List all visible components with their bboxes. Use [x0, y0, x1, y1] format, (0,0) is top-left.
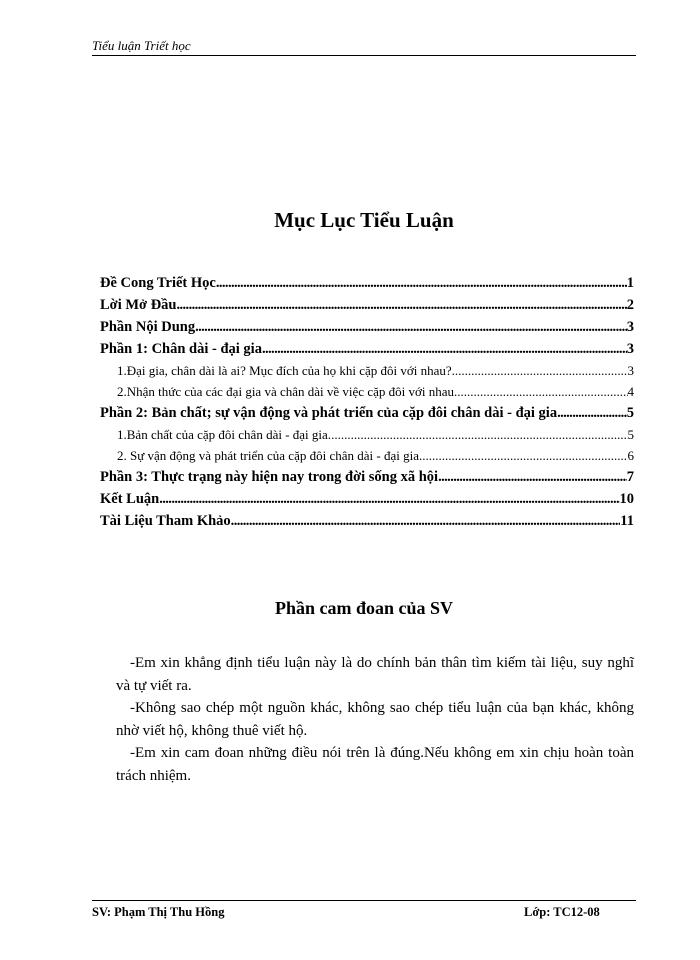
- toc-subentry[interactable]: [100, 360, 634, 381]
- table-of-contents: [100, 272, 634, 532]
- toc-entry-label: Tài Liệu Tham Khảo: [100, 513, 231, 529]
- footer-class: Lớp: TC12-08: [524, 905, 600, 919]
- toc-leader-dots: [419, 445, 628, 466]
- toc-entry-page: 3: [626, 319, 634, 335]
- toc-leader-dots: [331, 424, 627, 445]
- toc-entry-page: 5: [626, 405, 634, 421]
- toc-entry[interactable]: [100, 316, 634, 338]
- toc-entry[interactable]: [100, 488, 634, 510]
- pledge-paragraph: -Không sao chép một nguồn khác, không sao chép tiểu luận của bạn khác, không nhờ viết hộ, không thuê viết hộ.: [116, 700, 634, 739]
- toc-entry-page: 3: [627, 363, 634, 378]
- toc-leader-dots: [176, 294, 626, 316]
- toc-subentry[interactable]: [100, 445, 634, 466]
- toc-entry-page: 1: [626, 275, 634, 291]
- toc-entry-label: Phần 3: Thực trạng này hiện nay trong đời sống xã hội: [100, 469, 439, 485]
- toc-entry-page: 7: [626, 469, 634, 485]
- toc-subentry[interactable]: [100, 424, 634, 445]
- toc-entry-label: Kết Luận: [100, 491, 160, 507]
- pledge-paragraph: -Em xin khẳng định tiểu luận này là do chính bản thân tìm kiếm tài liệu, suy nghĩ và tự viết ra.: [116, 655, 634, 694]
- toc-leader-dots: [231, 510, 621, 532]
- toc-entry-page: 4: [627, 384, 634, 399]
- toc-title: Mục Lục Tiểu Luận: [274, 208, 454, 232]
- toc-entry-page: 5: [627, 427, 634, 442]
- toc-entry-page: 2: [626, 297, 634, 313]
- toc-entry-page: 3: [626, 341, 634, 357]
- toc-entry[interactable]: [100, 272, 634, 294]
- toc-entry[interactable]: [100, 466, 634, 488]
- toc-entry[interactable]: [100, 402, 634, 424]
- toc-subentry[interactable]: [100, 381, 634, 402]
- toc-leader-dots: [452, 360, 628, 381]
- toc-leader-dots: [557, 402, 627, 424]
- toc-leader-dots: [159, 488, 619, 510]
- toc-entry-label: 2. Sự vận động và phát triển của cặp đôi chân dài - đại gia: [117, 448, 419, 463]
- toc-leader-dots: [438, 466, 627, 488]
- toc-entry-page: 10: [619, 491, 634, 507]
- toc-entry-label: 2.Nhận thức của các đại gia và chân dài về việc cặp đôi với nhau.: [117, 384, 458, 399]
- toc-entry-label: 1.Bản chất của cặp đôi chân dài - đại gia.: [117, 427, 332, 442]
- pledge-paragraph: -Em xin cam đoan những điều nói trên là đúng.Nếu không em xin chịu hoàn toàn trách nhiệm.: [116, 745, 634, 784]
- footer-student-name: SV: Phạm Thị Thu Hồng: [92, 905, 225, 919]
- toc-entry[interactable]: [100, 294, 634, 316]
- toc-entry-page: 11: [620, 513, 634, 529]
- toc-leader-dots: [262, 338, 627, 360]
- toc-entry-page: 6: [627, 448, 634, 463]
- toc-entry-label: Phần 2: Bản chất; sự vận động và phát triển của cặp đôi chân dài - đại gia: [100, 405, 558, 421]
- toc-leader-dots: [457, 381, 627, 402]
- toc-leader-dots: [195, 316, 627, 338]
- footer-divider: [92, 900, 636, 901]
- pledge-body: [116, 652, 634, 787]
- toc-entry[interactable]: [100, 338, 634, 360]
- toc-entry-label: 1.Đại gia, chân dài là ai? Mục đích của họ khi cặp đôi với nhau?: [117, 363, 452, 378]
- header-divider: [92, 55, 636, 56]
- pledge-title: Phần cam đoan của SV: [274, 598, 454, 618]
- toc-entry-label: Phần 1: Chân dài - đại gia: [100, 341, 262, 357]
- page-header-title: Tiểu luận Triết học: [92, 38, 191, 53]
- toc-leader-dots: [216, 272, 627, 294]
- toc-entry-label: Đề Cong Triết Học: [100, 275, 216, 291]
- toc-entry-label: Phần Nội Dung: [100, 319, 196, 335]
- toc-entry-label: Lời Mở Đầu: [100, 297, 177, 313]
- toc-entry[interactable]: [100, 510, 634, 532]
